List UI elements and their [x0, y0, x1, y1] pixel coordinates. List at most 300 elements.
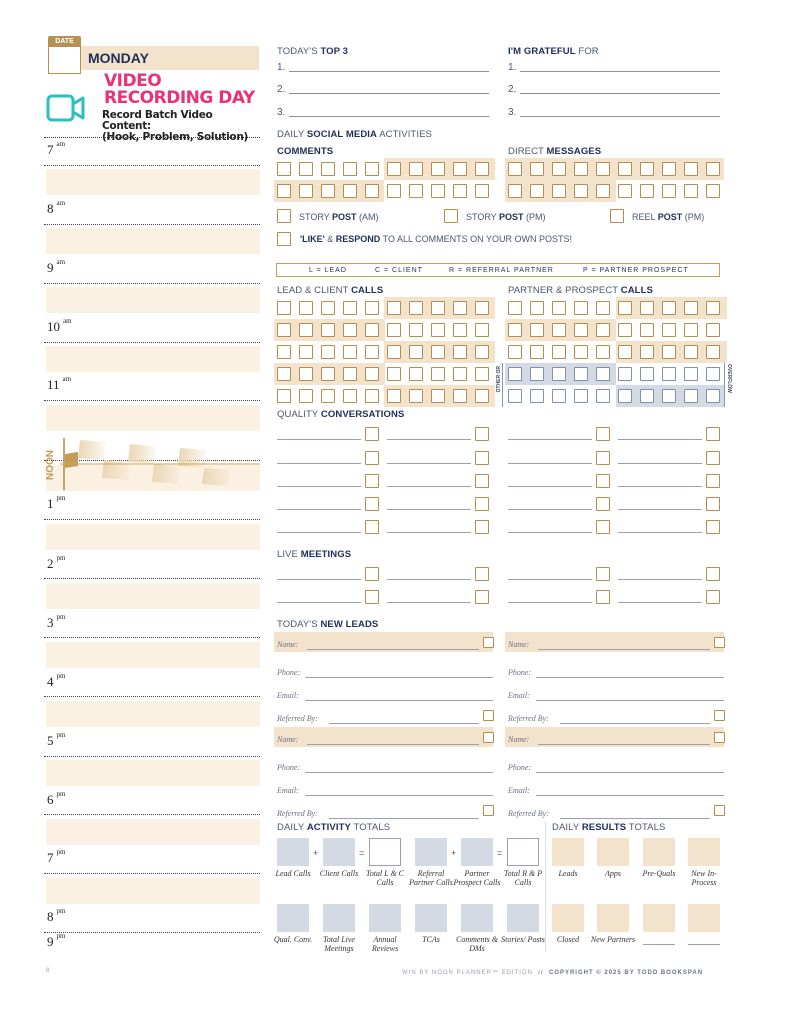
dm-checkbox[interactable]: [618, 184, 632, 198]
lead-client-call-checkbox[interactable]: [387, 345, 401, 359]
post-suffix: (AM): [356, 212, 379, 222]
lead-field-label: Phone:: [508, 668, 532, 677]
social-media-header: [277, 129, 432, 140]
partner-call-checkbox[interactable]: [530, 345, 544, 359]
footer-copyright: COPYRIGHT © 2025 BY TODD BOOKSPAN: [548, 970, 704, 976]
dm-checkbox[interactable]: [530, 184, 544, 198]
lead-client-call-checkbox[interactable]: [343, 301, 357, 315]
partner-call-checkbox[interactable]: [574, 323, 588, 337]
hour-number: 7: [47, 850, 54, 865]
quality-conversation-line[interactable]: [508, 509, 592, 510]
partner-call-checkbox[interactable]: [684, 301, 698, 315]
comment-checkbox[interactable]: [453, 184, 467, 198]
hour-number: 1: [47, 496, 54, 511]
activity-total-box[interactable]: [323, 904, 355, 932]
top3-entry-line[interactable]: [289, 116, 489, 117]
activity-total-box[interactable]: [277, 904, 309, 932]
dm-checkbox[interactable]: [662, 184, 676, 198]
lead-client-call-checkbox[interactable]: [453, 301, 467, 315]
half-hour-shade: [46, 287, 260, 313]
activity-total-label: Annual Reviews: [371, 935, 399, 953]
quality-conversation-line[interactable]: [618, 486, 702, 487]
live-meeting-line[interactable]: [618, 602, 702, 603]
quality-conversation-checkbox[interactable]: [475, 520, 489, 534]
dm-checkbox[interactable]: [640, 184, 654, 198]
lead-client-call-checkbox[interactable]: [365, 323, 379, 337]
lead-field-label: Phone:: [508, 763, 532, 772]
lead-client-call-checkbox[interactable]: [299, 367, 313, 381]
lead-field-line[interactable]: [536, 677, 724, 678]
top3-entry-line[interactable]: [289, 93, 489, 94]
partner-call-checkbox[interactable]: [640, 301, 654, 315]
partner-call-checkbox[interactable]: [706, 301, 720, 315]
quality-conversation-line[interactable]: [618, 463, 702, 464]
partner-call-checkbox[interactable]: [684, 345, 698, 359]
hour-divider: [44, 165, 260, 166]
lead-field-line[interactable]: [536, 700, 724, 701]
dm-checkbox[interactable]: [508, 184, 522, 198]
lead-client-call-checkbox[interactable]: [277, 301, 291, 315]
lead-name-checkbox[interactable]: [714, 732, 725, 743]
quality-conversation-line[interactable]: [387, 463, 471, 464]
dm-checkbox[interactable]: [596, 184, 610, 198]
lead-name-checkbox[interactable]: [483, 637, 494, 648]
comment-checkbox[interactable]: [431, 184, 445, 198]
partner-call-checkbox[interactable]: [552, 345, 566, 359]
live-meeting-line[interactable]: [277, 602, 361, 603]
comment-checkbox[interactable]: [299, 184, 313, 198]
quality-conversation-line[interactable]: [277, 532, 361, 533]
quality-conversation-checkbox[interactable]: [596, 451, 610, 465]
rt-post: TOTALS: [626, 822, 666, 833]
partner-call-checkbox[interactable]: [618, 301, 632, 315]
quality-conversation-line[interactable]: [618, 532, 702, 533]
dm-checkbox[interactable]: [684, 162, 698, 176]
results-total-box[interactable]: [643, 838, 675, 866]
dm-checkbox[interactable]: [662, 162, 676, 176]
quality-conversation-line[interactable]: [618, 509, 702, 510]
hour-number: 9: [47, 260, 54, 275]
results-totals-header: [552, 822, 665, 833]
partner-call-checkbox[interactable]: [662, 367, 676, 381]
half-hour-shade: [46, 524, 260, 550]
partner-call-checkbox[interactable]: [684, 389, 698, 403]
dm-checkbox[interactable]: [552, 184, 566, 198]
top3-entry-line[interactable]: [289, 71, 489, 72]
partner-call-checkbox[interactable]: [574, 345, 588, 359]
live-meeting-checkbox[interactable]: [475, 590, 489, 604]
like-respond-label: [300, 234, 572, 244]
lead-referred-checkbox[interactable]: [483, 805, 494, 816]
activity-total-box[interactable]: [277, 838, 309, 866]
lead-client-call-checkbox[interactable]: [299, 345, 313, 359]
lead-field-line[interactable]: [538, 649, 710, 650]
live-meeting-line[interactable]: [387, 579, 471, 580]
grateful-entry-line[interactable]: [520, 71, 720, 72]
post-bold: POST: [657, 212, 683, 222]
quality-conversation-checkbox[interactable]: [596, 474, 610, 488]
post-checkbox[interactable]: [444, 209, 458, 223]
partner-call-checkbox[interactable]: [574, 367, 588, 381]
date-field[interactable]: [48, 46, 81, 74]
quality-conversation-checkbox[interactable]: [706, 427, 720, 441]
live-meeting-line[interactable]: [508, 579, 592, 580]
partner-call-checkbox[interactable]: [574, 389, 588, 403]
partner-call-checkbox[interactable]: [706, 323, 720, 337]
grateful-entry-line[interactable]: [520, 93, 720, 94]
lead-referred-checkbox[interactable]: [714, 805, 725, 816]
lead-client-call-checkbox[interactable]: [409, 345, 423, 359]
lead-client-call-checkbox[interactable]: [365, 301, 379, 315]
lead-field-line[interactable]: [329, 723, 479, 724]
partner-call-checkbox[interactable]: [706, 389, 720, 403]
partner-call-checkbox[interactable]: [618, 323, 632, 337]
comment-checkbox[interactable]: [431, 162, 445, 176]
lcc-bold: CALLS: [351, 285, 384, 296]
quality-conversation-checkbox[interactable]: [365, 451, 379, 465]
lead-client-call-checkbox[interactable]: [321, 389, 335, 403]
lead-client-call-checkbox[interactable]: [475, 367, 489, 381]
lead-client-call-checkbox[interactable]: [387, 367, 401, 381]
quality-conversation-checkbox[interactable]: [596, 427, 610, 441]
partner-call-checkbox[interactable]: [552, 301, 566, 315]
lead-client-call-checkbox[interactable]: [475, 301, 489, 315]
quality-conversation-line[interactable]: [508, 463, 592, 464]
comment-checkbox[interactable]: [409, 162, 423, 176]
partner-call-checkbox[interactable]: [530, 323, 544, 337]
activity-total-box[interactable]: [507, 904, 539, 932]
half-hour-shade: [46, 169, 260, 195]
lead-client-call-checkbox[interactable]: [431, 345, 445, 359]
post-checkbox[interactable]: [277, 209, 291, 223]
partner-call-checkbox[interactable]: [508, 389, 522, 403]
live-meeting-line[interactable]: [618, 579, 702, 580]
partner-call-checkbox[interactable]: [552, 389, 566, 403]
footer-sep: //: [538, 970, 544, 976]
quality-conversation-checkbox[interactable]: [706, 474, 720, 488]
partner-call-checkbox[interactable]: [508, 345, 522, 359]
quality-conversation-line[interactable]: [387, 439, 471, 440]
post-checkbox[interactable]: [610, 209, 624, 223]
lead-field-line[interactable]: [536, 772, 724, 773]
lead-client-call-checkbox[interactable]: [387, 301, 401, 315]
results-total-box[interactable]: [688, 904, 720, 932]
hour-label: [47, 730, 66, 749]
hour-number: 5: [47, 733, 54, 748]
live-meeting-line[interactable]: [508, 602, 592, 603]
quality-conversation-checkbox[interactable]: [596, 497, 610, 511]
partner-call-checkbox[interactable]: [574, 301, 588, 315]
lead-client-call-checkbox[interactable]: [277, 367, 291, 381]
hour-ampm: pm: [56, 789, 66, 798]
quality-conversation-line[interactable]: [387, 509, 471, 510]
hour-divider: [44, 814, 260, 815]
lead-field-line[interactable]: [307, 744, 479, 745]
results-total-label: Closed: [556, 935, 580, 944]
dm-checkbox[interactable]: [618, 162, 632, 176]
post-label: [299, 212, 379, 222]
lead-referred-checkbox[interactable]: [714, 710, 725, 721]
quality-bold: CONVERSATIONS: [320, 409, 405, 420]
half-hour-shade: [46, 228, 260, 254]
comment-checkbox[interactable]: [409, 184, 423, 198]
quality-conversation-line[interactable]: [277, 509, 361, 510]
dm-checkbox[interactable]: [574, 162, 588, 176]
lead-field-label: Name:: [277, 735, 299, 744]
activity-total-box[interactable]: [507, 838, 539, 866]
quality-conversation-line[interactable]: [508, 532, 592, 533]
top3-number: 1.: [277, 62, 286, 73]
lead-client-call-checkbox[interactable]: [453, 323, 467, 337]
hour-ampm: pm: [56, 612, 66, 621]
comment-checkbox[interactable]: [365, 162, 379, 176]
lead-client-call-checkbox[interactable]: [365, 367, 379, 381]
lead-name-checkbox[interactable]: [714, 637, 725, 648]
hour-number: 6: [47, 792, 54, 807]
lead-client-call-checkbox[interactable]: [409, 389, 423, 403]
quality-conversation-checkbox[interactable]: [706, 520, 720, 534]
partner-call-checkbox[interactable]: [640, 323, 654, 337]
partner-call-checkbox[interactable]: [596, 389, 610, 403]
partner-call-checkbox[interactable]: [706, 367, 720, 381]
quality-conversation-line[interactable]: [277, 439, 361, 440]
lead-field-line[interactable]: [536, 795, 724, 796]
partner-call-checkbox[interactable]: [596, 367, 610, 381]
lead-field-label: Referred By:: [277, 714, 318, 723]
lead-client-call-checkbox[interactable]: [365, 389, 379, 403]
quality-conversation-checkbox[interactable]: [475, 474, 489, 488]
lead-client-call-checkbox[interactable]: [365, 345, 379, 359]
lead-client-call-checkbox[interactable]: [321, 367, 335, 381]
partner-call-checkbox[interactable]: [618, 389, 632, 403]
hour-ampm: am: [62, 374, 72, 383]
lead-client-call-checkbox[interactable]: [277, 389, 291, 403]
lead-name-checkbox[interactable]: [483, 732, 494, 743]
results-total-box[interactable]: [688, 838, 720, 866]
dm-checkbox[interactable]: [552, 162, 566, 176]
lead-client-call-checkbox[interactable]: [321, 345, 335, 359]
lead-field-line[interactable]: [560, 818, 710, 819]
like-respond-checkbox[interactable]: [277, 232, 291, 246]
quality-conversation-checkbox[interactable]: [475, 427, 489, 441]
results-total-label: New Partners: [590, 935, 636, 944]
lead-client-call-checkbox[interactable]: [343, 323, 357, 337]
live-meeting-checkbox[interactable]: [365, 567, 379, 581]
partner-call-checkbox[interactable]: [508, 323, 522, 337]
lead-field-line[interactable]: [305, 700, 493, 701]
hour-ampm: pm: [56, 847, 66, 856]
activity-total-box[interactable]: [415, 838, 447, 866]
live-meeting-checkbox[interactable]: [596, 567, 610, 581]
lead-client-call-checkbox[interactable]: [431, 367, 445, 381]
lead-client-call-checkbox[interactable]: [321, 323, 335, 337]
live-meeting-checkbox[interactable]: [365, 590, 379, 604]
partner-call-checkbox[interactable]: [640, 389, 654, 403]
quality-conversation-line[interactable]: [387, 532, 471, 533]
quality-conversation-line[interactable]: [508, 486, 592, 487]
activity-total-box[interactable]: [323, 838, 355, 866]
hour-ampm: pm: [56, 931, 66, 940]
lead-field-line[interactable]: [305, 677, 493, 678]
partner-call-checkbox[interactable]: [640, 367, 654, 381]
results-total-label: Pre-Quals: [642, 869, 676, 878]
quality-conversation-checkbox[interactable]: [365, 427, 379, 441]
partner-call-checkbox[interactable]: [706, 345, 720, 359]
lead-client-call-checkbox[interactable]: [475, 389, 489, 403]
live-meeting-line[interactable]: [387, 602, 471, 603]
partner-call-checkbox[interactable]: [618, 345, 632, 359]
quality-conversation-checkbox[interactable]: [365, 520, 379, 534]
dm-checkbox[interactable]: [640, 162, 654, 176]
lead-client-call-checkbox[interactable]: [409, 367, 423, 381]
hour-label: [47, 553, 66, 572]
hour-divider: [44, 519, 260, 520]
lead-field-line[interactable]: [305, 772, 493, 773]
partner-call-checkbox[interactable]: [596, 345, 610, 359]
comment-checkbox[interactable]: [475, 184, 489, 198]
results-total-box[interactable]: [597, 904, 629, 932]
comment-checkbox[interactable]: [277, 162, 291, 176]
lead-field-line[interactable]: [305, 795, 493, 796]
lead-client-call-checkbox[interactable]: [321, 301, 335, 315]
live-meeting-checkbox[interactable]: [475, 567, 489, 581]
lead-client-call-checkbox[interactable]: [475, 323, 489, 337]
lead-client-call-checkbox[interactable]: [277, 345, 291, 359]
lead-client-call-checkbox[interactable]: [453, 389, 467, 403]
comment-checkbox[interactable]: [475, 162, 489, 176]
results-total-box[interactable]: [643, 904, 675, 932]
activity-total-box[interactable]: [461, 904, 493, 932]
results-blank-label-line[interactable]: [643, 944, 675, 945]
partner-call-checkbox[interactable]: [552, 323, 566, 337]
partner-call-checkbox[interactable]: [508, 301, 522, 315]
top3-header: [277, 46, 348, 57]
quality-conversation-line[interactable]: [618, 439, 702, 440]
lead-client-call-checkbox[interactable]: [387, 323, 401, 337]
results-blank-label-line[interactable]: [688, 944, 720, 945]
comment-checkbox[interactable]: [321, 162, 335, 176]
results-total-box[interactable]: [552, 904, 584, 932]
partner-call-checkbox[interactable]: [552, 367, 566, 381]
live-meeting-checkbox[interactable]: [706, 590, 720, 604]
partner-call-checkbox[interactable]: [508, 367, 522, 381]
live-meeting-checkbox[interactable]: [706, 567, 720, 581]
dm-checkbox[interactable]: [706, 162, 720, 176]
quality-conversation-checkbox[interactable]: [706, 451, 720, 465]
lead-client-call-checkbox[interactable]: [431, 323, 445, 337]
lead-client-call-checkbox[interactable]: [299, 323, 313, 337]
quality-conversation-checkbox[interactable]: [365, 474, 379, 488]
lead-client-call-checkbox[interactable]: [409, 301, 423, 315]
dm-checkbox[interactable]: [574, 184, 588, 198]
partner-call-checkbox[interactable]: [662, 323, 676, 337]
lead-client-call-checkbox[interactable]: [475, 345, 489, 359]
grateful-entry-line[interactable]: [520, 116, 720, 117]
quality-conversation-line[interactable]: [508, 439, 592, 440]
lead-field-line[interactable]: [538, 744, 710, 745]
lead-client-call-checkbox[interactable]: [431, 389, 445, 403]
partner-call-checkbox[interactable]: [662, 345, 676, 359]
lead-client-call-checkbox[interactable]: [409, 323, 423, 337]
dm-checkbox[interactable]: [530, 162, 544, 176]
partner-call-checkbox[interactable]: [530, 301, 544, 315]
activity-total-box[interactable]: [369, 904, 401, 932]
partner-call-checkbox[interactable]: [596, 323, 610, 337]
comment-checkbox[interactable]: [299, 162, 313, 176]
partner-call-checkbox[interactable]: [530, 389, 544, 403]
comment-checkbox[interactable]: [343, 184, 357, 198]
quality-conversation-checkbox[interactable]: [596, 520, 610, 534]
lead-client-call-checkbox[interactable]: [387, 389, 401, 403]
overflow-bracket: [724, 363, 725, 407]
like-b2: RESPOND: [335, 234, 381, 244]
quality-conversation-line[interactable]: [387, 486, 471, 487]
partner-call-checkbox[interactable]: [684, 323, 698, 337]
lead-client-call-checkbox[interactable]: [343, 389, 357, 403]
lead-client-call-checkbox[interactable]: [453, 345, 467, 359]
quality-conversation-checkbox[interactable]: [365, 497, 379, 511]
dm-checkbox[interactable]: [706, 184, 720, 198]
partner-call-checkbox[interactable]: [530, 367, 544, 381]
comment-checkbox[interactable]: [453, 162, 467, 176]
comment-checkbox[interactable]: [343, 162, 357, 176]
quality-conversation-checkbox[interactable]: [475, 451, 489, 465]
partner-call-checkbox[interactable]: [662, 301, 676, 315]
dm-checkbox[interactable]: [508, 162, 522, 176]
lead-client-call-checkbox[interactable]: [343, 367, 357, 381]
dm-checkbox[interactable]: [596, 162, 610, 176]
quality-conversation-checkbox[interactable]: [706, 497, 720, 511]
lead-client-call-checkbox[interactable]: [299, 389, 313, 403]
hour-number: 8: [47, 909, 54, 924]
quality-conversation-line[interactable]: [277, 463, 361, 464]
lead-field-line[interactable]: [560, 723, 710, 724]
hour-divider: [44, 400, 260, 401]
quality-conversation-checkbox[interactable]: [475, 497, 489, 511]
quality-conversation-line[interactable]: [277, 486, 361, 487]
partner-call-checkbox[interactable]: [618, 367, 632, 381]
partner-call-checkbox[interactable]: [684, 367, 698, 381]
hour-number: 8: [47, 201, 54, 216]
comment-checkbox[interactable]: [365, 184, 379, 198]
lead-referred-checkbox[interactable]: [483, 710, 494, 721]
lead-client-call-checkbox[interactable]: [299, 301, 313, 315]
lead-field-line[interactable]: [329, 818, 479, 819]
activity-total-box[interactable]: [461, 838, 493, 866]
comment-checkbox[interactable]: [387, 162, 401, 176]
live-meeting-checkbox[interactable]: [596, 590, 610, 604]
lead-client-call-checkbox[interactable]: [431, 301, 445, 315]
comment-checkbox[interactable]: [387, 184, 401, 198]
lead-client-call-checkbox[interactable]: [453, 367, 467, 381]
partner-call-checkbox[interactable]: [640, 345, 654, 359]
activity-total-box[interactable]: [415, 904, 447, 932]
hour-number: 4: [47, 674, 54, 689]
hour-divider: [44, 873, 260, 874]
lead-field-line[interactable]: [307, 649, 479, 650]
comment-checkbox[interactable]: [321, 184, 335, 198]
activity-total-box[interactable]: [369, 838, 401, 866]
comment-checkbox[interactable]: [277, 184, 291, 198]
lead-client-call-checkbox[interactable]: [343, 345, 357, 359]
partner-call-checkbox[interactable]: [662, 389, 676, 403]
live-meeting-line[interactable]: [277, 579, 361, 580]
results-total-box[interactable]: [597, 838, 629, 866]
results-total-box[interactable]: [552, 838, 584, 866]
lead-client-call-checkbox[interactable]: [277, 323, 291, 337]
partner-call-checkbox[interactable]: [596, 301, 610, 315]
dm-checkbox[interactable]: [684, 184, 698, 198]
